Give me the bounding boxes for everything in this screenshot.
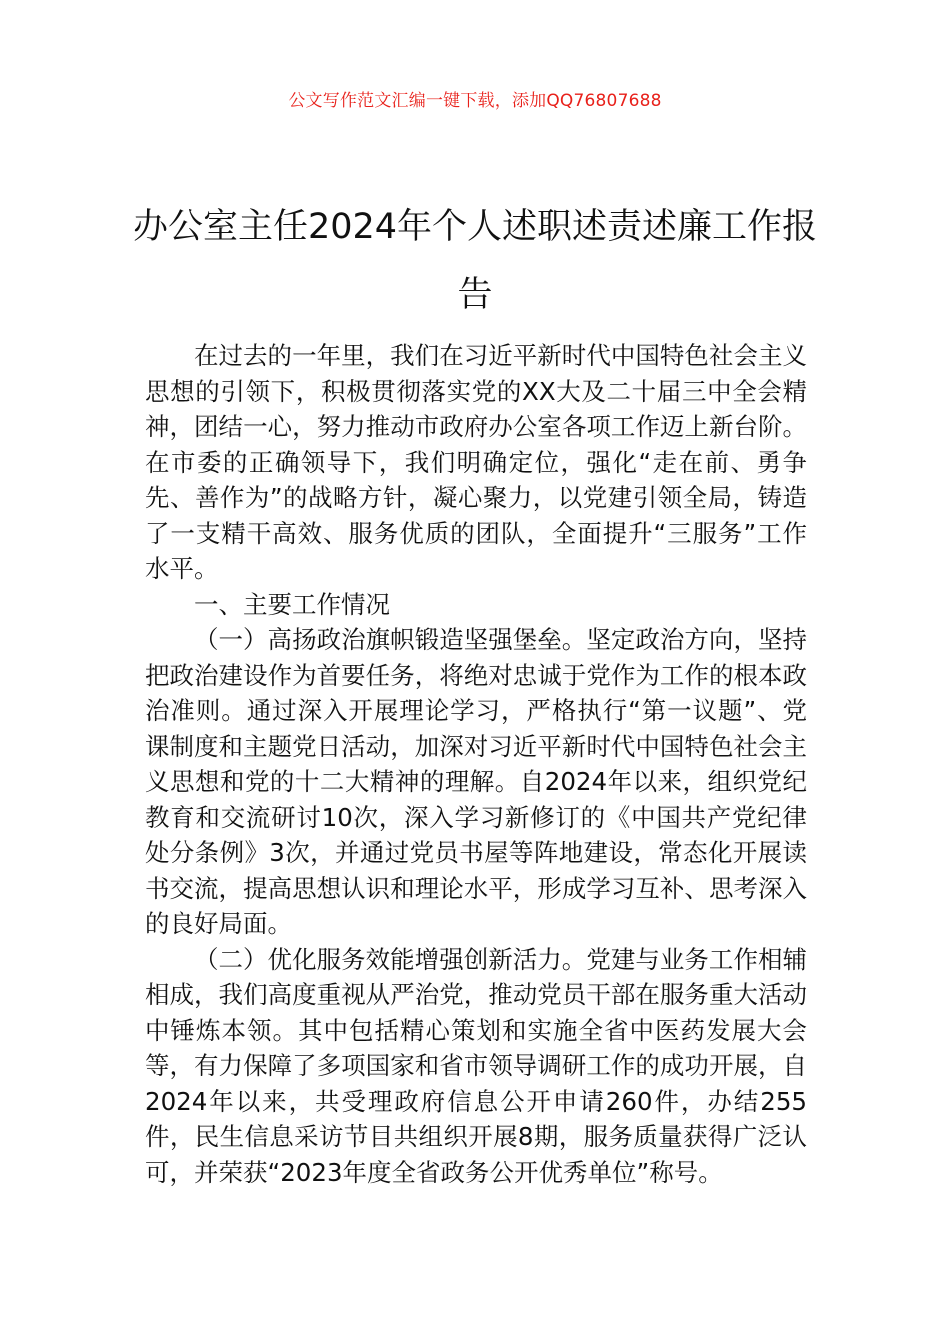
body-paragraph: （二）优化服务效能增强创新活力。党建与业务工作相辅相成，我们高度重视从严治党，推动党员干部在服务重大活动中锤炼本领。其中包括精心策划和实施全省中医药发展大会等，有力保障了多项国家和省市领导调研工作的成功开展，自2024年以来，共受理政府信息公开申请260件，办结255件，民生信息采访节目共组织开展8期，服务质量获得广泛认可，并荣获“2023年度全省政务公开优秀单位”称号。 [145,944,807,1187]
body-paragraph: （一）高扬政治旗帜锻造坚强堡垒。坚定政治方向，坚持把政治建设作为首要任务，将绝对忠诚于党作为工作的根本政治准则。通过深入开展理论学习，严格执行“第一议题”、党课制度和主题党日活动，加深对习近平新时代中国特色社会主义思想和党的十二大精神的理解。自2024年以来，组织党纪教育和交流研讨10次，深入学习新修订的《中国共产党纪律处分条例》3次，并通过党员书屋等阵地建设，常态化开展读书交流，提高思想认识和理论水平，形成学习互补、思考深入的良好局面。 [145,625,807,938]
download-notice: 公文写作范文汇编一键下载，添加QQ76807688 [288,91,662,111]
document-body [145,338,807,1190]
intro-paragraph: 在过去的一年里，我们在习近平新时代中国特色社会主义思想的引领下，积极贯彻落实党的XX大及二十届三中全会精神，团结一心，努力推动市政府办公室各项工作迈上新台阶。在市委的正确领导下，我们明确定位，强化“走在前、勇争先、善作为”的战略方针，凝心聚力，以党建引领全局，铸造了一支精干高效、服务优质的团队，全面提升“三服务”工作水平。 [145,341,807,583]
document-title: 办公室主任2024年个人述职述责述廉工作报告 [132,207,818,316]
section-heading: 一、主要工作情况 [194,589,390,619]
